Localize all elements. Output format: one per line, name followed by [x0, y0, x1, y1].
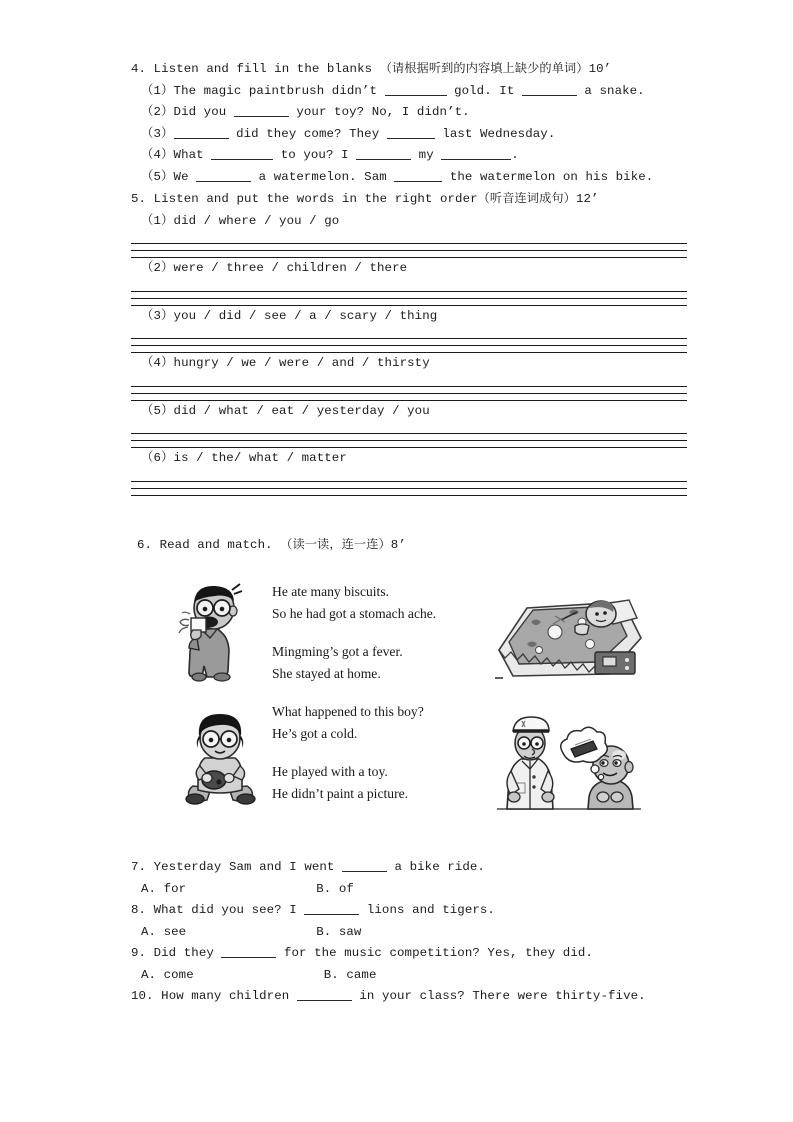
mc-options — [131, 965, 687, 987]
question-text-fragment: . — [511, 148, 519, 162]
section-5-heading-en: 5. Listen and put the words in the right order — [131, 192, 478, 206]
section-4-heading-score: 10’ — [588, 62, 612, 76]
question-text-fragment: What did you see? I — [153, 903, 305, 917]
worksheet-content — [131, 58, 687, 1008]
mc-option-b[interactable]: B. of — [316, 881, 354, 896]
answer-line[interactable] — [131, 440, 687, 441]
answer-blank[interactable] — [221, 946, 276, 958]
answer-blank[interactable] — [385, 84, 447, 96]
answer-line[interactable] — [131, 386, 687, 387]
scrambled-words: did / where / you / go — [173, 213, 340, 228]
answer-blank[interactable] — [342, 860, 387, 872]
answer-line[interactable] — [131, 298, 687, 299]
section-5-item — [131, 211, 687, 259]
answer-line[interactable] — [131, 433, 687, 434]
item-number: （3） — [141, 126, 174, 141]
answer-line[interactable] — [131, 338, 687, 339]
answer-lines[interactable] — [131, 338, 687, 353]
question-text-fragment: Did you — [173, 105, 234, 119]
section-6-heading-score: 8’ — [390, 537, 406, 552]
mc-option-a[interactable]: A. see — [141, 924, 187, 939]
answer-lines[interactable] — [131, 481, 687, 496]
section-5-item — [131, 401, 687, 449]
word-order-prompt — [131, 401, 687, 423]
boy-sitting-playing-with-toy-icon[interactable] — [181, 708, 263, 820]
question-text-fragment: a watermelon. Sam — [251, 169, 395, 184]
match-sentence-pair[interactable] — [272, 701, 487, 744]
section-5-heading — [131, 188, 687, 211]
answer-line[interactable] — [131, 488, 687, 489]
section-4-heading-cn: （请根据听到的内容填上缺少的单词） — [379, 61, 589, 75]
answer-line[interactable] — [131, 345, 687, 346]
question-text-fragment: the watermelon on his bike. — [442, 169, 654, 184]
boy-sneezing-into-tissue-icon[interactable] — [177, 578, 263, 688]
question-text-fragment: Yesterday Sam and I went — [153, 860, 342, 874]
answer-blank[interactable] — [522, 84, 577, 96]
section-4-heading-en: 4. Listen and fill in the blanks — [131, 62, 380, 76]
word-order-prompt — [131, 258, 687, 280]
answer-line[interactable] — [131, 243, 687, 244]
item-number: （6） — [141, 451, 174, 465]
answer-lines[interactable] — [131, 291, 687, 306]
mc-question — [131, 900, 687, 922]
section-5-heading-score: 12’ — [575, 192, 599, 206]
word-order-prompt — [131, 306, 687, 328]
multiple-choice-section — [131, 857, 687, 1008]
item-number: （5） — [141, 169, 174, 184]
answer-line[interactable] — [131, 481, 687, 482]
section-5-item — [131, 448, 687, 496]
match-sentence-pair[interactable] — [272, 581, 487, 624]
answer-blank[interactable] — [196, 170, 251, 182]
match-sentence-pair[interactable] — [272, 641, 487, 684]
question-text-fragment: my — [411, 148, 442, 162]
answer-line[interactable] — [131, 495, 687, 496]
answer-line[interactable] — [131, 291, 687, 292]
scrambled-words: were / three / children / there — [173, 261, 408, 275]
answer-blank[interactable] — [387, 127, 435, 139]
answer-blank[interactable] — [174, 127, 229, 139]
doctor-talking-to-patient-icon[interactable] — [491, 709, 657, 821]
item-number: 8. — [131, 903, 154, 917]
section-5-items — [131, 211, 687, 496]
section-4-heading — [131, 58, 687, 81]
scrambled-words: you / did / see / a / scary / thing — [173, 308, 438, 323]
question-text-fragment: How many children — [161, 989, 297, 1003]
item-number: （3） — [141, 308, 174, 323]
match-sentence-line: He ate many biscuits. — [272, 584, 390, 599]
question-text-fragment: a snake. — [576, 83, 645, 98]
item-number: （5） — [141, 403, 174, 418]
question-text-fragment: We — [173, 169, 197, 184]
answer-line[interactable] — [131, 393, 687, 394]
mc-option-b[interactable]: B. came — [323, 967, 377, 982]
item-number: （2） — [141, 261, 174, 275]
section-5-item — [131, 258, 687, 306]
section-6-heading-cn: （读一读，连一连） — [280, 536, 391, 551]
section-5-item — [131, 306, 687, 354]
mc-question — [131, 857, 687, 879]
section-6-heading — [131, 534, 687, 557]
section-4-item — [131, 124, 687, 146]
match-sentence-line: What happened to this boy? — [272, 704, 424, 719]
answer-blank[interactable] — [304, 903, 359, 915]
match-left-pictures — [155, 578, 263, 820]
section-4-item — [131, 167, 687, 189]
mc-question — [131, 986, 687, 1008]
item-number: （2） — [141, 105, 174, 119]
mc-options — [131, 879, 687, 901]
scrambled-words: did / what / eat / yesterday / you — [173, 403, 430, 418]
answer-blank[interactable] — [234, 105, 289, 117]
match-sentence-line: So he had got a stomach ache. — [272, 605, 437, 621]
item-number: （1） — [141, 213, 174, 228]
item-number: 10. — [131, 989, 162, 1003]
item-number: （4） — [141, 148, 174, 162]
answer-blank[interactable] — [441, 148, 511, 160]
item-number: 7. — [131, 860, 154, 874]
answer-line[interactable] — [131, 250, 687, 251]
item-number: （1） — [141, 83, 174, 98]
mc-option-b[interactable]: B. saw — [316, 924, 362, 939]
question-text-fragment: to you? I — [273, 148, 357, 162]
section-5-item — [131, 353, 687, 401]
answer-lines[interactable] — [131, 386, 687, 401]
match-sentence-line: She stayed at home. — [272, 665, 381, 681]
answer-blank[interactable] — [211, 148, 273, 160]
section-4-item — [131, 102, 687, 124]
mc-option-a[interactable]: A. for — [141, 881, 187, 896]
word-order-prompt — [131, 448, 687, 470]
match-sentence-pair[interactable] — [272, 761, 487, 804]
section-5 — [131, 188, 687, 496]
match-right-pictures — [491, 578, 657, 821]
match-sentence-line: Mingming’s got a fever. — [272, 644, 403, 659]
section-6-heading-en: 6. Read and match. — [137, 537, 281, 552]
section-5-heading-cn: （听音连词成句） — [477, 191, 576, 205]
question-text-fragment: in your class? There were thirty-five. — [351, 989, 646, 1003]
question-text-fragment: gold. It — [446, 83, 522, 98]
question-text-fragment: lions and tigers. — [359, 903, 495, 917]
section-4-item — [131, 81, 687, 103]
question-text-fragment: last Wednesday. — [434, 126, 556, 141]
child-lying-sick-in-bed-icon[interactable] — [491, 578, 657, 690]
mc-question — [131, 943, 687, 965]
question-text-fragment: The magic paintbrush didn’t — [173, 83, 385, 98]
question-text-fragment: did they come? They — [228, 126, 387, 141]
question-text-fragment: Did they — [153, 946, 222, 960]
answer-blank[interactable] — [394, 170, 442, 182]
section-4-item — [131, 145, 687, 167]
mc-options — [131, 922, 687, 944]
question-text-fragment: your toy? No, I didn’t. — [288, 105, 470, 119]
mc-option-a[interactable]: A. come — [141, 967, 194, 982]
word-order-prompt — [131, 211, 687, 233]
question-text-fragment: What — [173, 148, 212, 162]
answer-blank[interactable] — [356, 148, 411, 160]
section-4 — [131, 58, 687, 188]
match-sentence-line: He didn’t paint a picture. — [272, 785, 409, 801]
match-exercise-area[interactable] — [131, 578, 687, 831]
answer-blank[interactable] — [297, 989, 352, 1001]
section-6 — [131, 534, 687, 832]
match-sentence-list — [272, 581, 487, 821]
question-text-fragment: a bike ride. — [387, 860, 485, 874]
scrambled-words: is / the/ what / matter — [173, 451, 347, 465]
match-sentence-line: He’s got a cold. — [272, 725, 358, 741]
section-4-items — [131, 81, 687, 189]
match-sentence-line: He played with a toy. — [272, 764, 388, 779]
scrambled-words: hungry / we / were / and / thirsty — [173, 356, 430, 370]
answer-lines[interactable] — [131, 243, 687, 258]
item-number: 9. — [131, 946, 154, 960]
item-number: （4） — [141, 356, 174, 370]
word-order-prompt — [131, 353, 687, 375]
question-text-fragment: for the music competition? Yes, they did. — [276, 946, 593, 960]
answer-lines[interactable] — [131, 433, 687, 448]
